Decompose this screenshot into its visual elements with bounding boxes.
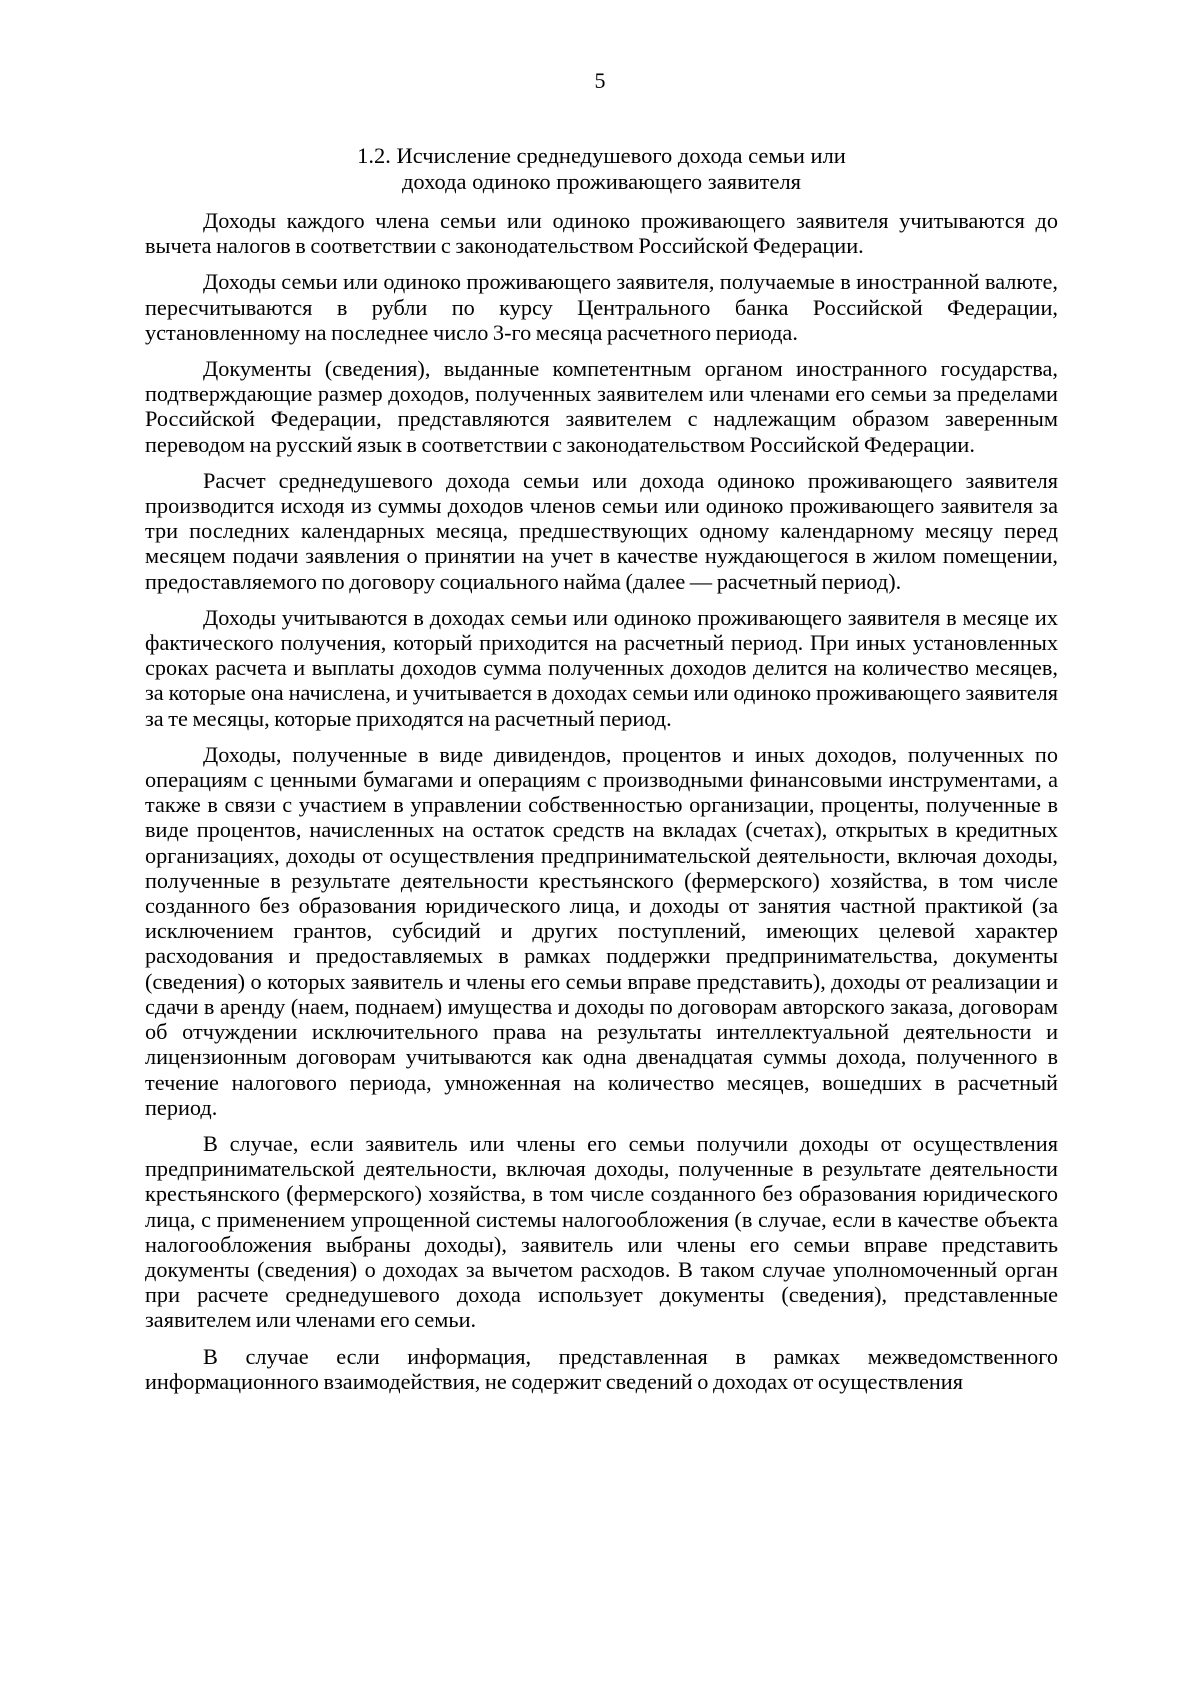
document-body	[145, 208, 1058, 1405]
paragraph-3: Документы (сведения), выданные компетентным органом иностранного государства, подтверждающие размер доходов, полученных заявителем или членами его семьи за пределами Российской Федерации, представляются заявителем с надлежащим образом заверенным переводом на русский язык в соответствии с законодательством Российской Федерации.	[145, 356, 1058, 457]
page-number: 5	[594, 68, 606, 93]
paragraph-2: Доходы семьи или одиноко проживающего заявителя, получаемые в иностранной валюте, пересчитываются в рубли по курсу Центрального банка Российской Федерации, установленному на последнее число 3-го месяца расчетного периода.	[145, 269, 1058, 345]
paragraph-1: Доходы каждого члена семьи или одиноко проживающего заявителя учитываются до вычета налогов в соответствии с законодательством Российской Федерации.	[145, 208, 1058, 259]
paragraph-7: В случае, если заявитель или члены его семьи получили доходы от осуществления предпринимательской деятельности, включая доходы, полученные в результате деятельности крестьянского (фермерского) хозяйства, в том числе созданного без образования юридического лица, с применением упрощенной системы налогообложения (в случае, если в качестве объекта налогообложения выбраны доходы), заявитель или члены его семьи вправе представить документы (сведения) о доходах за вычетом расходов. В таком случае уполномоченный орган при расчете среднедушевого дохода использует документы (сведения), представленные заявителем или членами его семьи.	[145, 1130, 1058, 1333]
section-heading-line-2: дохода одиноко проживающего заявителя	[401, 169, 802, 194]
section-heading	[145, 143, 1058, 195]
paragraph-5: Доходы учитываются в доходах семьи или одиноко проживающего заявителя в месяце их фактического получения, который приходится на расчетный период. При иных установленных сроках расчета и выплаты доходов сумма полученных доходов делится на количество месяцев, за которые она начислена, и учитывается в доходах семьи или одиноко проживающего заявителя за те месяцы, которые приходятся на расчетный период.	[145, 604, 1058, 731]
section-heading-line-1: 1.2. Исчисление среднедушевого дохода семьи или	[357, 143, 846, 168]
paragraph-6: Доходы, полученные в виде дивидендов, процентов и иных доходов, полученных по операциям с ценными бумагами и операциям с производными финансовыми инструментами, а также в связи с участием в управлении собственностью организации, проценты, полученные в виде процентов, начисленных на остаток средств на вкладах (счетах), открытых в кредитных организациях, доходы от осуществления предпринимательской деятельности, включая доходы, полученные в результате деятельности крестьянского (фермерского) хозяйства, в том числе созданного без образования юридического лица, и доходы от занятия частной практикой (за исключением грантов, субсидий и других поступлений, имеющих целевой характер расходования и предоставляемых в рамках поддержки предпринимательства, документы (сведения) о которых заявитель и члены его семьи вправе представить), доходы от реализации и сдачи в аренду (наем, поднаем) имущества и доходы по договорам авторского заказа, договорам об отчуждении исключительного права на результаты интеллектуальной деятельности и лицензионным договорам учитываются как одна двенадцатая суммы дохода, полученного в течение налогового периода, умноженная на количество месяцев, вошедших в расчетный период.	[145, 741, 1058, 1120]
paragraph-8: В случае если информация, представленная в рамках межведомственного информационного взаимодействия, не содержит сведений о доходах от осуществления	[145, 1343, 1058, 1394]
paragraph-4: Расчет среднедушевого дохода семьи или дохода одиноко проживающего заявителя производится исходя из суммы доходов членов семьи или одиноко проживающего заявителя за три последних календарных месяца, предшествующих одному календарному месяцу перед месяцем подачи заявления о принятии на учет в качестве нуждающегося в жилом помещении, предоставляемого по договору социального найма (далее — расчетный период).	[145, 467, 1058, 594]
